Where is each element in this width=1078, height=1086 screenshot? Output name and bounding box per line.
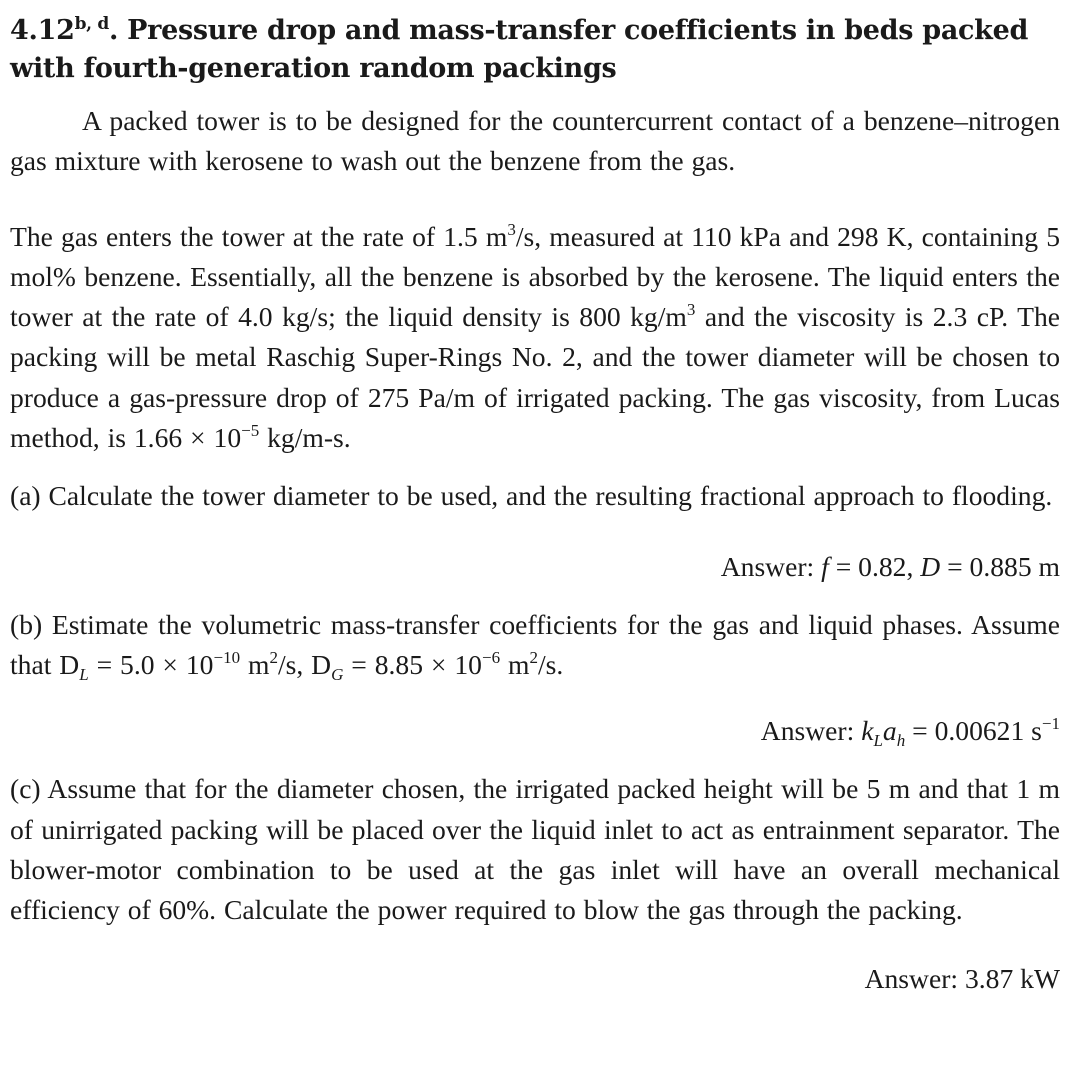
problem-number: 4.12 (10, 15, 75, 46)
difficulty-marks: b, d (74, 14, 109, 34)
problem-title (10, 12, 1060, 88)
problem-intro: A packed tower is to be designed for the countercurrent contact of a benzene–nitrogen gas mixture with kerosene to wash out the benzene from the gas. (10, 105, 1060, 177)
part-b-answer: Answer: $k_La_h = 0.00621$ $s^{-1}$ (760, 714, 1060, 751)
part-a-answer: Answer: f = 0.82, D = 0.885 m (720, 550, 1060, 582)
part-c-answer: Answer: 3.87 kW (864, 963, 1060, 995)
problem-conditions: The gas enters the tower at the rate of 1.5 $m^3/s$, measured at 110 kPa and 298 K, containing 5 mol% benzene. Essentially, all the benzene is absorbed by the kerosene. The liquid enters the tower at the rate of 4.0 kg/s; the liquid density is 800 $kg/m^3$ and the viscosity is 2.3 cP. The packing will be metal Raschig Super-Rings No. 2, and the tower diameter will be chosen to produce a gas-pressure drop of 275 Pa/m of irrigated packing. The gas viscosity, from Lucas method, is $1.66 \times 10^{-5}$ kg/m-s. (10, 219, 1061, 454)
part-b-question: (b) Estimate the volumetric mass-transfer coefficients for the gas and liquid phases. Assume that $D_L = 5.0 \times 10^{-10}$ $m^2/s$, $D_G = 8.85 \times 10^{-6}$ $m^2/s$. (10, 608, 1060, 684)
problem-title-text: . Pressure drop and mass-transfer coefficients in beds packed with fourth-generation random packings (10, 15, 1029, 84)
part-c-question: (c) Assume that for the diameter chosen, the irrigated packed height will be 5 m and that 1 m of unirrigated packing will be placed over the liquid inlet to act as entrainment separator. The blower-motor combination to be used at the gas inlet will have an overall mechanical efficiency of 60%. Calculate the power required to blow the gas through the packing. (10, 773, 1060, 926)
problem-page (10, 12, 1060, 999)
part-a-question: (a) Calculate the tower diameter to be used, and the resulting fractional approach to flooding. (10, 480, 1053, 512)
